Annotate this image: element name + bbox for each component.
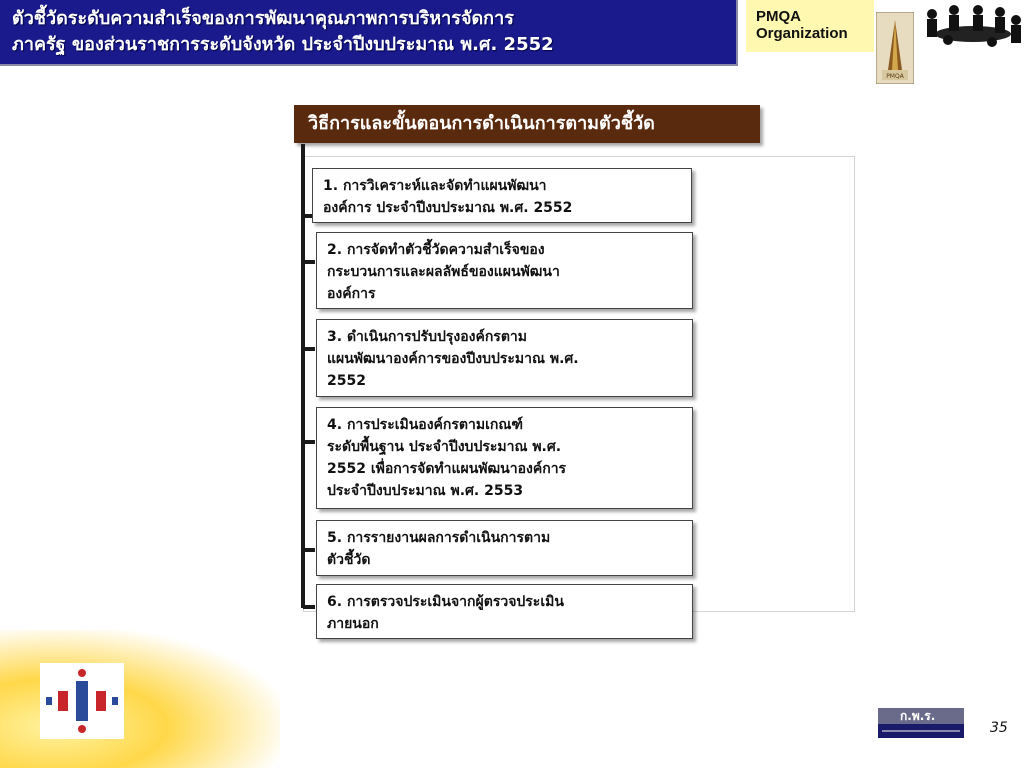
step-box-2 bbox=[316, 232, 693, 309]
slide-title-line-1: ตัวชี้วัดระดับความสำเร็จของการพัฒนาคุณภาพการบริหารจัดการ bbox=[12, 8, 514, 29]
step-number: 3. bbox=[327, 329, 343, 345]
timeline-tick bbox=[303, 605, 315, 609]
step-text: การรายงานผลการดำเนินการตาม ตัวชี้วัด bbox=[327, 530, 551, 568]
step-number: 1. bbox=[323, 178, 339, 194]
step-box-6 bbox=[316, 584, 693, 639]
timeline-tick bbox=[303, 260, 315, 264]
step-number: 2. bbox=[327, 242, 343, 258]
page-number: 35 bbox=[990, 720, 1008, 736]
timeline-tick bbox=[303, 347, 315, 351]
step-box-4 bbox=[316, 407, 693, 509]
ocsc-label: ก.พ.ร. bbox=[900, 709, 936, 723]
step-number: 4. bbox=[327, 417, 343, 433]
pmqa-label-line-1: PMQA bbox=[756, 8, 801, 25]
step-number: 6. bbox=[327, 594, 343, 610]
slide-title-line-2: ภาครัฐ ของส่วนราชการระดับจังหวัด ประจำปีงบประมาณ พ.ศ. 2552 bbox=[12, 34, 554, 55]
step-text: การจัดทำตัวชี้วัดความสำเร็จของ กระบวนการและผลลัพธ์ของแผนพัฒนา องค์การ bbox=[327, 242, 560, 302]
pmqa-logo-icon bbox=[876, 12, 914, 84]
pmqa-label bbox=[756, 8, 848, 42]
step-text: การประเมินองค์กรตามเกณฑ์ ระดับพื้นฐาน ประจำปีงบประมาณ พ.ศ. 2552 เพื่อการจัดทำแผนพัฒนาองค์การ ประจำปีงบประมาณ พ.ศ. 2553 bbox=[327, 417, 567, 499]
step-number: 5. bbox=[327, 530, 343, 546]
section-heading: วิธีการและขั้นตอนการดำเนินการตามตัวชี้วัด bbox=[294, 105, 760, 143]
pmqa-label-box bbox=[746, 0, 874, 52]
svg-text:PMQA: PMQA bbox=[886, 73, 904, 80]
timeline-tick bbox=[303, 548, 315, 552]
pmqa-label-line-2: Organization bbox=[756, 25, 848, 42]
step-box-5 bbox=[316, 520, 693, 576]
organization-logo-icon bbox=[40, 663, 124, 739]
step-box-1 bbox=[312, 168, 692, 223]
step-text: การตรวจประเมินจากผู้ตรวจประเมิน ภายนอก bbox=[327, 594, 564, 632]
step-box-3 bbox=[316, 319, 693, 397]
step-text: การวิเคราะห์และจัดทำแผนพัฒนา องค์การ ประจำปีงบประมาณ พ.ศ. 2552 bbox=[323, 178, 573, 216]
title-banner bbox=[0, 0, 738, 66]
ocsc-badge bbox=[878, 708, 964, 738]
meeting-people-icon bbox=[918, 0, 1024, 52]
step-text: ดำเนินการปรับปรุงองค์กรตาม แผนพัฒนาองค์การของปีงบประมาณ พ.ศ. 2552 bbox=[327, 329, 579, 389]
timeline-tick bbox=[303, 440, 315, 444]
